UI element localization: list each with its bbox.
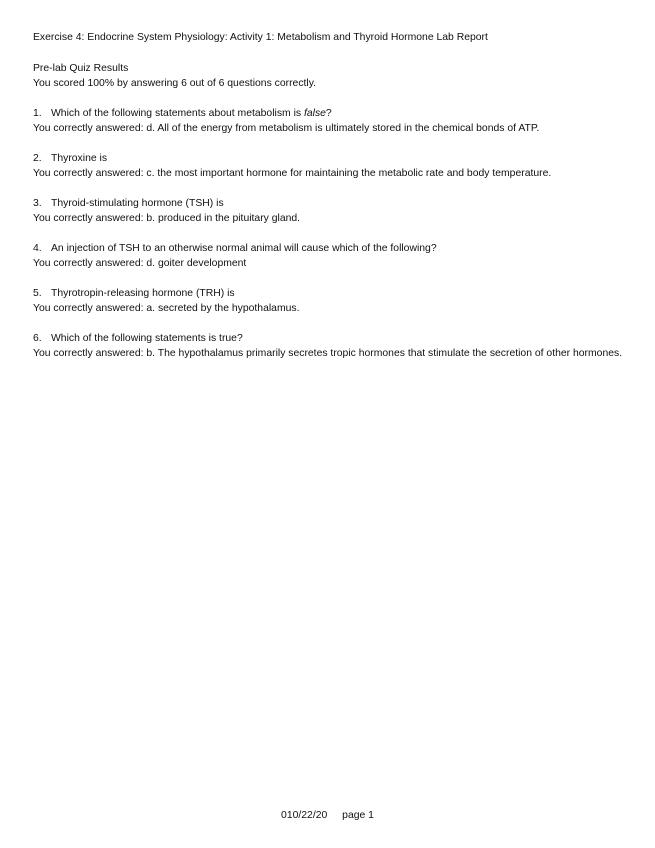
question-text: [33, 331, 623, 346]
question-text: [33, 241, 623, 256]
question-number: 4.: [33, 243, 42, 254]
question-text-before: Which of the following statements about metabolism is: [51, 108, 304, 119]
question-text-body: Thyroxine is: [51, 153, 108, 164]
question-text-after: ?: [325, 108, 332, 119]
answer-text: You correctly answered: a. secreted by the hypothalamus.: [33, 303, 300, 314]
page-footer: [0, 808, 655, 823]
answer-text: You correctly answered: b. The hypothalamus primarily secretes tropic hormones that stimulate the secretion of other hormones.: [33, 348, 623, 359]
question-6: [33, 331, 623, 361]
question-1: [33, 106, 623, 136]
question-number: 5.: [33, 288, 42, 299]
quiz-summary: [33, 61, 623, 91]
question-number: 6.: [33, 333, 42, 344]
answer-text: You correctly answered: b. produced in the pituitary gland.: [33, 213, 301, 224]
question-4: [33, 241, 623, 271]
question-3: [33, 196, 623, 226]
question-text: [33, 196, 623, 211]
footer-date: 010/22/20: [281, 810, 328, 821]
score-line: You scored 100% by answering 6 out of 6 questions correctly.: [33, 78, 317, 89]
question-text: [33, 286, 623, 301]
question-number: 1.: [33, 108, 42, 119]
question-text-body: Which of the following statements is true?: [51, 333, 243, 344]
question-text: [33, 106, 623, 121]
results-heading: Pre-lab Quiz Results: [33, 63, 129, 74]
document-content: [33, 30, 623, 376]
question-text-emphasis: false: [303, 108, 326, 119]
question-text-body: An injection of TSH to an otherwise normal animal will cause which of the following?: [51, 243, 437, 254]
document-title: Exercise 4: Endocrine System Physiology: Activity 1: Metabolism and Thyroid Hormone Lab Report: [33, 32, 488, 43]
answer-text: You correctly answered: c. the most important hormone for maintaining the metabolic rate and body temperature.: [33, 168, 552, 179]
question-5: [33, 286, 623, 316]
answer-text: You correctly answered: d. goiter development: [33, 258, 247, 269]
question-number: 3.: [33, 198, 42, 209]
question-text: [33, 151, 623, 166]
question-text-body: Thyrotropin-releasing hormone (TRH) is: [51, 288, 235, 299]
answer-text: You correctly answered: d. All of the energy from metabolism is ultimately stored in the chemical bonds of ATP.: [33, 123, 540, 134]
question-2: [33, 151, 623, 181]
footer-page-number: page 1: [342, 810, 374, 821]
question-text-body: Thyroid-stimulating hormone (TSH) is: [51, 198, 224, 209]
question-number: 2.: [33, 153, 42, 164]
